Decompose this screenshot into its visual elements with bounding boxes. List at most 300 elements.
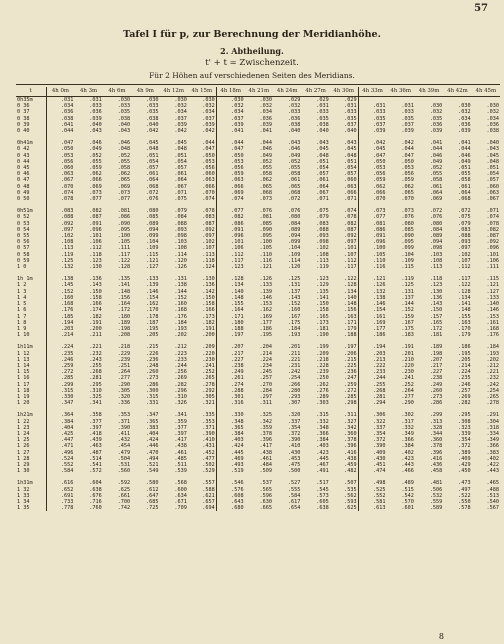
table-cell: .198 bbox=[429, 350, 443, 357]
table-cell: .647 bbox=[146, 492, 159, 499]
table-cell: .078 bbox=[188, 202, 216, 214]
table-cell: .074 bbox=[188, 196, 216, 202]
table-cell: .418 bbox=[89, 430, 102, 437]
table-cell: .089 bbox=[287, 226, 301, 233]
table-cell: .076 bbox=[401, 214, 414, 221]
table-cell: .074 bbox=[60, 189, 74, 196]
table-cell: .083 bbox=[188, 214, 216, 220]
row-label: 0 37 bbox=[16, 109, 46, 115]
table-cell: .111 bbox=[117, 245, 131, 252]
row-label: 1 2 bbox=[16, 282, 46, 288]
table-cell: .049 bbox=[458, 158, 471, 165]
table-cell: .134 bbox=[458, 294, 471, 301]
table-cell: .099 bbox=[146, 233, 159, 240]
data-table bbox=[16, 87, 500, 511]
table-cell: .073 bbox=[89, 189, 102, 196]
table-cell: .032 bbox=[429, 109, 443, 116]
table-cell: .042 bbox=[188, 128, 216, 134]
table-cell: .297 bbox=[259, 393, 272, 400]
table-cell: .331 bbox=[146, 400, 159, 407]
table-cell: .461 bbox=[259, 455, 272, 462]
table-cell: .064 bbox=[174, 177, 187, 184]
table-cell: .227 bbox=[429, 369, 443, 376]
table-cell: .093 bbox=[458, 239, 471, 246]
table-cell: .230 bbox=[401, 369, 414, 376]
table-cell: .077 bbox=[231, 208, 244, 215]
table-cell: .105 bbox=[117, 239, 131, 246]
table-cell: .047 bbox=[231, 146, 244, 153]
table-cell: .402 bbox=[401, 449, 414, 456]
table-cell: .077 bbox=[89, 196, 102, 203]
table-cell: .069 bbox=[429, 196, 443, 203]
table-cell: .562 bbox=[330, 493, 358, 499]
table-cell: .172 bbox=[117, 307, 131, 314]
table-cell: .031 bbox=[401, 103, 414, 110]
table-cell: .657 bbox=[188, 499, 216, 505]
table-cell: .396 bbox=[429, 449, 443, 456]
table-cell: .063 bbox=[330, 184, 358, 190]
table-cell: .223 bbox=[174, 350, 187, 357]
table-cell: .053 bbox=[188, 159, 216, 165]
column-header: 4h 9m bbox=[131, 87, 159, 97]
row-label: 0 39 bbox=[16, 122, 46, 128]
table-cell: .186 bbox=[259, 325, 272, 332]
table-row bbox=[16, 202, 500, 214]
table-cell: .112 bbox=[330, 258, 358, 264]
table-cell: .123 bbox=[429, 282, 443, 289]
table-cell: .075 bbox=[174, 196, 187, 203]
table-cell: .218 bbox=[316, 356, 329, 363]
table-cell: .256 bbox=[174, 369, 187, 376]
table-cell: .123 bbox=[231, 264, 244, 271]
table-cell: .112 bbox=[231, 251, 244, 258]
table-cell: .189 bbox=[429, 344, 443, 351]
table-cell: .075 bbox=[458, 214, 471, 221]
table-cell: .235 bbox=[60, 350, 74, 357]
table-cell: .073 bbox=[373, 208, 386, 215]
table-cell: .252 bbox=[401, 381, 414, 388]
table-cell: .064 bbox=[316, 183, 329, 190]
table-cell: .096 bbox=[231, 233, 244, 240]
table-cell: .180 bbox=[117, 313, 131, 320]
table-cell: .036 bbox=[60, 109, 74, 116]
table-cell: .473 bbox=[458, 480, 471, 487]
table-cell: .034 bbox=[174, 109, 187, 116]
table-cell: .051 bbox=[316, 158, 329, 165]
table-cell: .105 bbox=[373, 251, 386, 258]
table-cell: .155 bbox=[231, 301, 244, 308]
row-label: 0 38 bbox=[16, 116, 46, 122]
table-cell: .064 bbox=[429, 189, 443, 196]
table-cell: .423 bbox=[401, 455, 414, 462]
table-cell: .051 bbox=[174, 152, 187, 159]
row-label: 0 54 bbox=[16, 227, 46, 233]
table-cell: .231 bbox=[287, 362, 301, 369]
table-cell: .330 bbox=[231, 412, 244, 419]
table-cell: .048 bbox=[117, 146, 131, 153]
table-cell: .445 bbox=[231, 449, 244, 456]
table-cell: .041 bbox=[429, 140, 443, 147]
table-cell: .264 bbox=[401, 387, 414, 394]
table-cell: .443 bbox=[486, 468, 499, 475]
table-cell: .040 bbox=[89, 121, 102, 128]
row-label: 1 17 bbox=[16, 382, 46, 388]
table-cell: .261 bbox=[231, 375, 244, 382]
column-header: 4h 6m bbox=[103, 87, 131, 97]
table-cell: .273 bbox=[429, 393, 443, 400]
table-cell: .034 bbox=[486, 115, 499, 122]
table-cell: .030 bbox=[117, 97, 131, 103]
table-cell: .450 bbox=[458, 468, 471, 475]
table-cell: .613 bbox=[373, 505, 386, 512]
table-cell: .043 bbox=[330, 134, 358, 146]
table-cell: .083 bbox=[458, 226, 471, 233]
table-cell: .056 bbox=[373, 171, 386, 178]
table-cell: .153 bbox=[259, 301, 272, 308]
table-cell: .188 bbox=[330, 332, 358, 338]
table-cell: .047 bbox=[401, 152, 414, 159]
table-cell: .041 bbox=[458, 140, 471, 147]
table-cell: .102 bbox=[60, 233, 74, 240]
table-cell: .337 bbox=[287, 418, 301, 425]
row-label: 1 3 bbox=[16, 289, 46, 295]
table-cell: .078 bbox=[486, 220, 499, 227]
table-cell: .306 bbox=[373, 412, 386, 419]
table-row bbox=[16, 505, 500, 511]
table-cell: .136 bbox=[188, 282, 216, 288]
table-cell: .053 bbox=[231, 158, 244, 165]
table-cell: .596 bbox=[259, 492, 272, 499]
table-cell: .224 bbox=[259, 356, 272, 363]
table-cell: .233 bbox=[174, 356, 187, 363]
table-cell: .482 bbox=[330, 468, 358, 474]
table-cell: .359 bbox=[174, 418, 187, 425]
table-cell: .054 bbox=[330, 165, 358, 171]
table-cell: .039 bbox=[458, 128, 471, 135]
table-cell: .073 bbox=[259, 196, 272, 203]
table-cell: .047 bbox=[373, 152, 386, 159]
table-cell: .035 bbox=[429, 115, 443, 122]
table-row bbox=[16, 406, 500, 418]
table-cell: .273 bbox=[146, 375, 159, 382]
table-cell: .121 bbox=[259, 264, 272, 271]
table-cell: .403 bbox=[316, 443, 329, 450]
table-cell: .112 bbox=[458, 264, 471, 271]
row-label: 1 4 bbox=[16, 295, 46, 301]
table-cell: .086 bbox=[117, 214, 131, 221]
table-cell: .567 bbox=[486, 505, 499, 512]
footer-number: 8 bbox=[438, 632, 444, 641]
table-cell: .389 bbox=[458, 449, 471, 456]
table-cell: .176 bbox=[486, 332, 499, 339]
table-cell: .037 bbox=[373, 121, 386, 128]
table-cell: .193 bbox=[486, 350, 499, 357]
table-cell: .036 bbox=[486, 121, 499, 128]
table-cell: .080 bbox=[146, 208, 159, 215]
table-cell: .360 bbox=[429, 437, 443, 444]
table-cell: .269 bbox=[458, 393, 471, 400]
table-cell: .195 bbox=[146, 325, 159, 332]
table-cell: .063 bbox=[486, 189, 499, 196]
table-cell: .282 bbox=[174, 381, 187, 388]
table-cell: .176 bbox=[174, 313, 187, 320]
table-cell: .198 bbox=[117, 325, 131, 332]
table-cell: .044 bbox=[429, 146, 443, 153]
table-cell: .241 bbox=[401, 375, 414, 382]
table-cell: .185 bbox=[60, 313, 74, 320]
table-cell bbox=[415, 97, 443, 104]
table-cell: .383 bbox=[486, 449, 499, 456]
table-cell: .146 bbox=[373, 301, 386, 308]
table-cell: .121 bbox=[373, 276, 386, 283]
table-cell: .170 bbox=[458, 325, 471, 332]
table-cell: .525 bbox=[373, 486, 386, 493]
table-cell: .638 bbox=[316, 505, 329, 512]
table-cell: .081 bbox=[373, 220, 386, 227]
table-cell: .358 bbox=[89, 412, 102, 419]
table-cell: .041 bbox=[259, 128, 272, 135]
table-cell: .072 bbox=[287, 196, 301, 203]
table-cell: .074 bbox=[231, 196, 244, 203]
table-cell: .049 bbox=[429, 158, 443, 165]
column-header: 4h 3m bbox=[74, 87, 102, 97]
table-cell: .035 bbox=[117, 109, 131, 116]
table-cell: .532 bbox=[429, 492, 443, 499]
row-label: 0 45 bbox=[16, 165, 46, 171]
table-cell: .365 bbox=[146, 418, 159, 425]
table-cell: .062 bbox=[373, 183, 386, 190]
table-cell: .498 bbox=[373, 480, 386, 487]
column-header: t bbox=[16, 87, 46, 97]
table-cell: .169 bbox=[373, 319, 386, 326]
table-cell: .188 bbox=[231, 325, 244, 332]
table-cell: .288 bbox=[231, 387, 244, 394]
table-cell: .246 bbox=[458, 381, 471, 388]
table-cell: .128 bbox=[117, 264, 131, 271]
table-cell: .113 bbox=[60, 245, 74, 252]
table-cell: .126 bbox=[373, 282, 386, 289]
table-cell: .035 bbox=[330, 116, 358, 122]
table-cell: .173 bbox=[316, 319, 329, 326]
table-cell: .064 bbox=[146, 177, 159, 184]
table-cell: .700 bbox=[117, 498, 131, 505]
table-cell: .138 bbox=[60, 276, 74, 283]
column-header: 4h 21m bbox=[245, 87, 273, 97]
table-cell: .034 bbox=[188, 109, 216, 115]
table-cell: .032 bbox=[287, 103, 301, 110]
table-cell: .055 bbox=[429, 171, 443, 178]
table-cell: .292 bbox=[188, 388, 216, 394]
table-cell: .082 bbox=[89, 208, 102, 215]
table-cell: .509 bbox=[259, 468, 272, 475]
table-cell: .177 bbox=[373, 325, 386, 332]
table-cell: .438 bbox=[330, 456, 358, 462]
table-cell: .090 bbox=[259, 226, 272, 233]
table-cell: .134 bbox=[231, 282, 244, 289]
table-cell: .183 bbox=[401, 332, 414, 339]
table-cell: .155 bbox=[458, 313, 471, 320]
table-cell: .354 bbox=[458, 437, 471, 444]
table-cell: .475 bbox=[287, 461, 301, 468]
table-cell: .552 bbox=[60, 461, 74, 468]
table-cell: .266 bbox=[287, 381, 301, 388]
table-cell: .154 bbox=[146, 294, 159, 301]
table-cell: .436 bbox=[429, 461, 443, 468]
table-cell: .115 bbox=[486, 276, 499, 283]
table-cell: .353 bbox=[117, 412, 131, 419]
table-cell: .055 bbox=[117, 158, 131, 165]
table-cell: .371 bbox=[188, 425, 216, 431]
table-cell: .087 bbox=[89, 214, 102, 221]
table-cell: .056 bbox=[60, 158, 74, 165]
table-cell: .061 bbox=[316, 177, 329, 184]
table-cell: .218 bbox=[117, 344, 131, 351]
table-cell: .168 bbox=[486, 325, 499, 332]
table-cell: .046 bbox=[259, 146, 272, 153]
table-cell: .366 bbox=[316, 430, 329, 437]
table-cell: .030 bbox=[174, 97, 187, 103]
table-cell: .760 bbox=[89, 505, 102, 512]
row-label: 0 48 bbox=[16, 184, 46, 190]
table-cell: .154 bbox=[373, 307, 386, 314]
table-cell: .131 bbox=[174, 276, 187, 283]
table-cell: .195 bbox=[259, 332, 272, 339]
table-cell: .334 bbox=[486, 430, 499, 437]
table-cell: .212 bbox=[486, 362, 499, 369]
table-cell: .054 bbox=[146, 158, 159, 165]
row-label: 1 14 bbox=[16, 363, 46, 369]
table-cell: .065 bbox=[117, 177, 131, 184]
table-cell: .113 bbox=[429, 264, 443, 271]
table-cell: .621 bbox=[188, 493, 216, 499]
table-cell: .042 bbox=[146, 128, 159, 135]
column-header: 4h 39m bbox=[415, 87, 443, 97]
table-cell: .048 bbox=[174, 146, 187, 153]
table-cell: .446 bbox=[146, 443, 159, 450]
table-cell: .059 bbox=[373, 177, 386, 184]
table-cell: .213 bbox=[373, 356, 386, 363]
table-cell: .438 bbox=[259, 449, 272, 456]
table-cell: .302 bbox=[401, 412, 414, 419]
table-cell: .069 bbox=[89, 183, 102, 190]
table-cell: .048 bbox=[316, 152, 329, 159]
table-cell: .066 bbox=[231, 183, 244, 190]
table-cell: .341 bbox=[174, 412, 187, 419]
table-cell: .397 bbox=[89, 424, 102, 431]
row-label: 1 10 bbox=[16, 332, 46, 338]
table-cell: .038 bbox=[60, 115, 74, 122]
table-cell: .091 bbox=[373, 233, 386, 240]
table-cell: .301 bbox=[231, 393, 244, 400]
table-cell: .044 bbox=[259, 140, 272, 147]
table-cell: .608 bbox=[231, 492, 244, 499]
table-cell: .337 bbox=[373, 424, 386, 431]
table-cell: .051 bbox=[146, 152, 159, 159]
table-cell: .050 bbox=[231, 152, 244, 159]
table-cell: .535 bbox=[330, 487, 358, 493]
table-cell: .050 bbox=[401, 158, 414, 165]
table-cell: .085 bbox=[401, 226, 414, 233]
table-cell: .160 bbox=[174, 301, 187, 308]
table-cell: .605 bbox=[316, 498, 329, 505]
table-cell: .092 bbox=[486, 239, 499, 246]
table-cell: .220 bbox=[401, 362, 414, 369]
table-cell: .143 bbox=[429, 301, 443, 308]
table-cell: .092 bbox=[330, 233, 358, 239]
table-cell: .109 bbox=[401, 257, 414, 264]
table-cell: .126 bbox=[174, 264, 187, 271]
row-label: 0 36 bbox=[16, 103, 46, 109]
row-label: 1 35 bbox=[16, 505, 46, 511]
table-cell: .311 bbox=[259, 400, 272, 407]
table-cell: .634 bbox=[174, 492, 187, 499]
table-cell: .255 bbox=[89, 362, 102, 369]
table-cell: .131 bbox=[401, 288, 414, 295]
table-cell: .315 bbox=[316, 412, 329, 419]
table-cell: .110 bbox=[373, 257, 386, 264]
table-cell: .056 bbox=[231, 165, 244, 172]
table-cell: .128 bbox=[231, 276, 244, 283]
table-cell: .050 bbox=[60, 146, 74, 153]
table-cell: .036 bbox=[458, 121, 471, 128]
row-label: 1 13 bbox=[16, 357, 46, 363]
table-cell: .166 bbox=[188, 307, 216, 313]
table-cell: .239 bbox=[117, 356, 131, 363]
table-cell: .259 bbox=[60, 362, 74, 369]
table-cell: .060 bbox=[486, 183, 499, 190]
table-cell: .119 bbox=[316, 264, 329, 271]
table-cell: .052 bbox=[89, 152, 102, 159]
table-cell: .039 bbox=[89, 115, 102, 122]
table-cell: .630 bbox=[259, 498, 272, 505]
table-cell: .057 bbox=[174, 165, 187, 172]
table-cell: .265 bbox=[486, 393, 499, 400]
table-cell: .071 bbox=[486, 208, 499, 215]
table-cell: .128 bbox=[330, 282, 358, 288]
table-cell: .191 bbox=[401, 344, 414, 351]
page-number: 57 bbox=[474, 3, 488, 14]
table-cell: .105 bbox=[259, 245, 272, 252]
table-cell: .040 bbox=[117, 121, 131, 128]
table-cell: .078 bbox=[330, 214, 358, 220]
table-cell: .125 bbox=[287, 276, 301, 283]
table-cell: .115 bbox=[146, 251, 159, 258]
table-cell: .059 bbox=[401, 177, 414, 184]
table-cell: .133 bbox=[486, 294, 499, 301]
table-cell: .239 bbox=[316, 369, 329, 376]
table-cell: .117 bbox=[117, 251, 131, 258]
table-cell: .416 bbox=[429, 455, 443, 462]
table-cell: .063 bbox=[188, 177, 216, 183]
table-cell: .200 bbox=[89, 325, 102, 332]
column-header: 4h 12m bbox=[160, 87, 188, 97]
table-cell: .335 bbox=[188, 406, 216, 418]
table-cell: .061 bbox=[146, 171, 159, 178]
table-cell: .072 bbox=[146, 189, 159, 196]
table-cell: .540 bbox=[486, 498, 499, 505]
table-cell: .074 bbox=[330, 202, 358, 214]
table-cell: .114 bbox=[287, 257, 301, 264]
table-cell: .572 bbox=[89, 468, 102, 475]
table-cell: .081 bbox=[259, 214, 272, 221]
table-cell: .281 bbox=[89, 375, 102, 382]
table-cell: .071 bbox=[174, 189, 187, 196]
table-cell: .285 bbox=[60, 375, 74, 382]
row-label: 1 0 bbox=[16, 264, 46, 270]
table-cell: .033 bbox=[89, 103, 102, 110]
table-cell: .372 bbox=[373, 437, 386, 444]
table-cell: .221 bbox=[89, 344, 102, 351]
